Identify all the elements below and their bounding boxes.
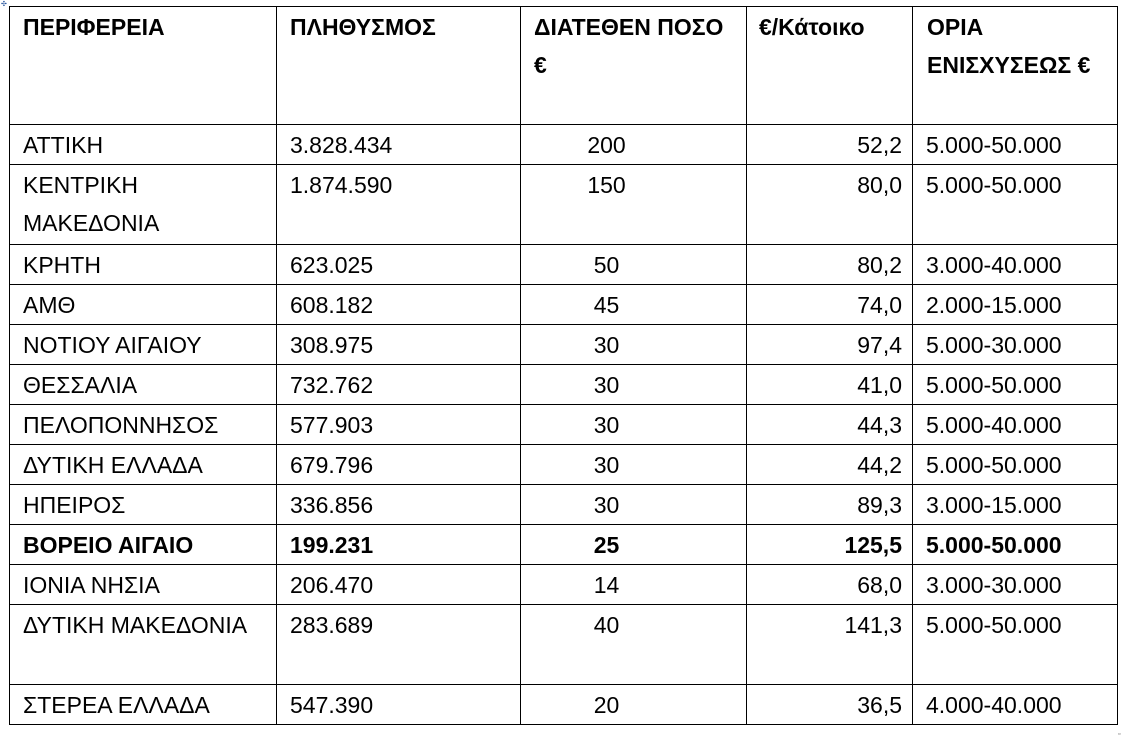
cell-per-capita: 52,2 [747,125,913,165]
table-row [10,485,1118,525]
cell-limits: 5.000-30.000 [913,325,1118,365]
cell-per-capita: 80,2 [747,245,913,285]
cell-per-capita: 141,3 [747,605,913,685]
cell-limits: 5.000-40.000 [913,405,1118,445]
cell-population: 547.390 [277,685,521,725]
cell-population: 199.231 [277,525,521,565]
table-row [10,445,1118,485]
table-row [10,565,1118,605]
cell-limits: 3.000-15.000 [913,485,1118,525]
cell-region: ΣΤΕΡΕΑ ΕΛΛΑΔΑ [10,685,277,725]
cell-population: 308.975 [277,325,521,365]
table-row [10,405,1118,445]
table-body [10,7,1118,725]
cell-per-capita: 36,5 [747,685,913,725]
cell-amount: 25 [521,525,747,565]
cell-amount: 14 [521,565,747,605]
cell-region: ΠΕΛΟΠΟΝΝΗΣΟΣ [10,405,277,445]
cell-amount: 30 [521,445,747,485]
cell-population: 206.470 [277,565,521,605]
cell-population: 679.796 [277,445,521,485]
cell-per-capita: 80,0 [747,165,913,245]
header-region: ΠΕΡΙΦΕΡΕΙΑ [10,7,277,125]
cell-per-capita: 44,3 [747,405,913,445]
cell-amount: 30 [521,365,747,405]
table-row [10,125,1118,165]
cell-region: ΔΥΤΙΚΗ ΕΛΛΑΔΑ [10,445,277,485]
cell-region: ΚΡΗΤΗ [10,245,277,285]
cell-region: ΑΜΘ [10,285,277,325]
cell-region: ΔΥΤΙΚΗ ΜΑΚΕΔΟΝΙΑ [10,605,277,685]
cell-amount: 50 [521,245,747,285]
cell-per-capita: 125,5 [747,525,913,565]
cell-amount: 30 [521,485,747,525]
cell-limits: 3.000-40.000 [913,245,1118,285]
cell-region: ΑΤΤΙΚΗ [10,125,277,165]
cell-per-capita: 74,0 [747,285,913,325]
header-limits: ΟΡΙΑ ΕΝΙΣΧΥΣΕΩΣ € [913,7,1118,125]
cell-limits: 2.000-15.000 [913,285,1118,325]
cell-population: 1.874.590 [277,165,521,245]
cell-amount: 45 [521,285,747,325]
cell-per-capita: 41,0 [747,365,913,405]
table-row [10,165,1118,245]
table-move-handle-icon[interactable]: ✣ [1,1,7,8]
cell-region: ΘΕΣΣΑΛΙΑ [10,365,277,405]
cell-population: 608.182 [277,285,521,325]
cell-population: 3.828.434 [277,125,521,165]
table-row [10,365,1118,405]
cell-limits: 5.000-50.000 [913,445,1118,485]
table-row [10,285,1118,325]
table-row [10,605,1118,685]
cell-region: ΗΠΕΙΡΟΣ [10,485,277,525]
cell-per-capita: 97,4 [747,325,913,365]
cell-limits: 4.000-40.000 [913,685,1118,725]
cell-per-capita: 68,0 [747,565,913,605]
cell-population: 623.025 [277,245,521,285]
cell-region: ΝΟΤΙΟΥ ΑΙΓΑΙΟΥ [10,325,277,365]
cell-population: 577.903 [277,405,521,445]
table-row [10,325,1118,365]
cell-per-capita: 89,3 [747,485,913,525]
cell-limits: 3.000-30.000 [913,565,1118,605]
cell-limits: 5.000-50.000 [913,365,1118,405]
cell-region: ΒΟΡΕΙΟ ΑΙΓΑΙΟ [10,525,277,565]
cell-amount: 200 [521,125,747,165]
cell-amount: 20 [521,685,747,725]
cell-amount: 40 [521,605,747,685]
cell-population: 283.689 [277,605,521,685]
cell-region: ΚΕΝΤΡΙΚΗ ΜΑΚΕΔΟΝΙΑ [10,165,277,245]
header-population: ΠΛΗΘΥΣΜΟΣ [277,7,521,125]
cell-limits: 5.000-50.000 [913,525,1118,565]
table-row [10,245,1118,285]
cell-amount: 30 [521,325,747,365]
cell-per-capita: 44,2 [747,445,913,485]
cell-region: ΙΟΝΙΑ ΝΗΣΙΑ [10,565,277,605]
cell-amount: 150 [521,165,747,245]
cell-limits: 5.000-50.000 [913,605,1118,685]
regional-allocation-table [9,6,1118,725]
cell-population: 336.856 [277,485,521,525]
cell-limits: 5.000-50.000 [913,165,1118,245]
table-row [10,525,1118,565]
cell-amount: 30 [521,405,747,445]
cell-limits: 5.000-50.000 [913,125,1118,165]
cell-population: 732.762 [277,365,521,405]
table-row [10,685,1118,725]
table-header-row [10,7,1118,125]
header-per-capita: €/Κάτοικο [747,7,913,125]
header-amount: ΔΙΑΤΕΘΕΝ ΠΟΣΟ € [521,7,747,125]
table-resize-handle-icon[interactable]: ▫ [1118,731,1121,738]
